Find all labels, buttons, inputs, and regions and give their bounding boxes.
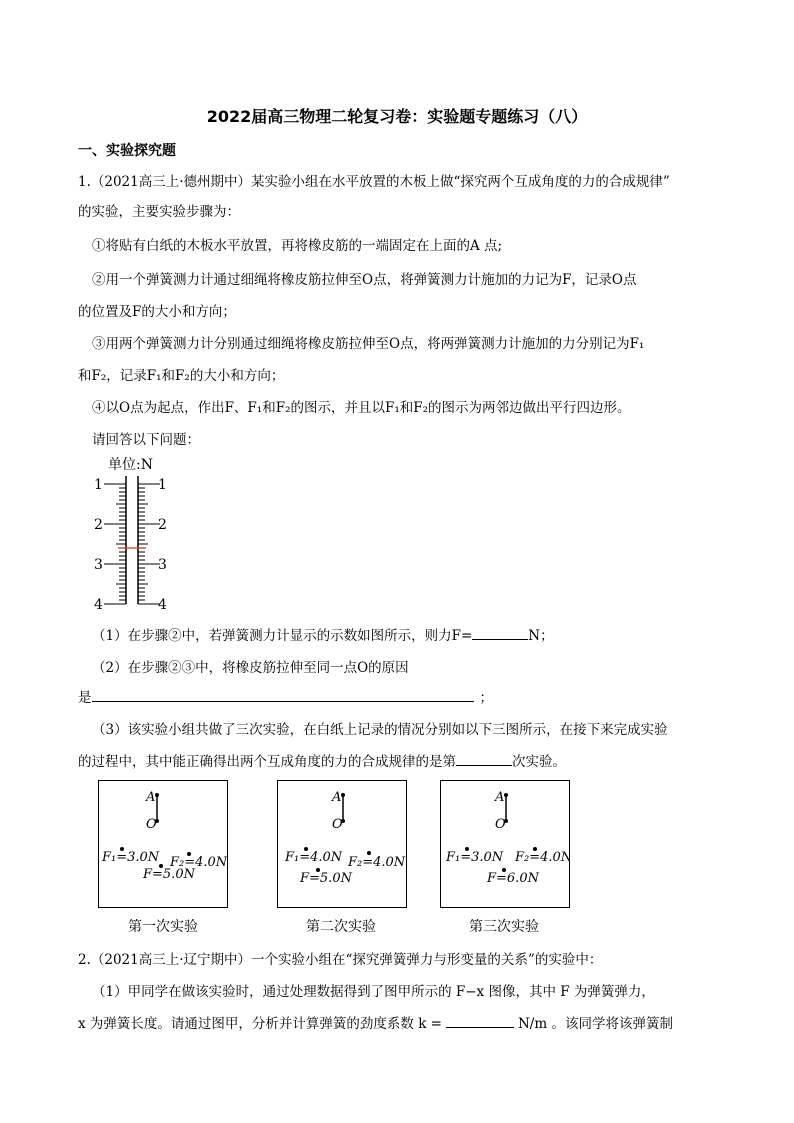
q1-sub1-unit: N； <box>528 628 554 644</box>
q1-step3b: 和F₂，记录F₁和F₂的大小和方向； <box>78 368 285 384</box>
q1-sub3b-end: 次实验。 <box>512 754 566 770</box>
gauge-unit: 单位:N <box>108 457 153 473</box>
experiment-figure-2 <box>277 780 407 908</box>
point-a-label: A <box>332 790 342 805</box>
f2-label: F₂=4.0N <box>515 850 569 865</box>
gauge-right-label: 4 <box>158 597 167 613</box>
spring-scale-figure <box>92 452 202 614</box>
q2-line3-text: x 为弹簧长度。请通过图甲，分析并计算弹簧的劲度系数 k = <box>78 1016 442 1032</box>
q2-line1: 2.（2021高三上·辽宁期中）一个实验小组在“探究弹簧弹力与形变量的关系”的实验中： <box>78 952 603 968</box>
figure-3-drawing <box>441 781 569 907</box>
gauge-right-label: 1 <box>158 477 167 493</box>
q1-sub2a: （2）在步骤②③中，将橡皮筋拉伸至同一点O的原因 <box>92 660 409 676</box>
gauge-right-label: 2 <box>158 517 167 533</box>
f1-label: F₁=3.0N <box>102 850 160 865</box>
figure-3-caption: 第三次实验 <box>469 919 539 935</box>
answer-blank-k[interactable] <box>446 1013 514 1028</box>
q1-prompt: 请回答以下问题： <box>92 432 200 448</box>
point-a-label: A <box>495 790 505 805</box>
q1-step4: ④以O点为起点，作出F、F₁和F₂的图示，并且以F₁和F₂的图示为两邻边做出平行四边形。 <box>92 400 631 416</box>
q1-sub3a: （3）该实验小组共做了三次实验，在白纸上记录的情况分别如以下三图所示，在接下来完成实验 <box>92 722 668 738</box>
figure-2-drawing <box>278 781 406 907</box>
experiment-figure-3 <box>440 780 570 908</box>
experiment-figure-1 <box>98 780 228 908</box>
f1-label: F₁=4.0N <box>285 850 343 865</box>
q1-sub2b-end: ； <box>479 690 493 706</box>
answer-blank-reason[interactable] <box>92 687 474 702</box>
q1-sub3b <box>78 750 566 770</box>
f-label: F=5.0N <box>143 867 195 882</box>
figure-1-caption: 第一次实验 <box>128 919 198 935</box>
q1-sub3b-text: 的过程中，其中能正确得出两个互成角度的力的合成规律的是第 <box>78 754 456 770</box>
gauge-left-label: 3 <box>94 557 103 573</box>
q2-line3-end: N/m 。该同学将该弹簧制 <box>517 1016 673 1032</box>
answer-blank-trial[interactable] <box>456 751 512 766</box>
page-title: 2022届高三物理二轮复习卷：实验题专题练习（八） <box>206 107 588 126</box>
figure-1-drawing <box>99 781 227 907</box>
gauge-left-label: 1 <box>94 477 103 493</box>
f1-label: F₁=3.0N <box>446 850 504 865</box>
q1-sub2b-text: 是 <box>78 690 92 706</box>
point-o-label: O <box>146 817 157 832</box>
gauge-left-label: 2 <box>94 517 103 533</box>
q1-line2: 的实验，主要实验步骤为： <box>78 204 240 220</box>
q2-line3 <box>78 1012 673 1032</box>
point-a-label: A <box>146 790 156 805</box>
gauge-right-label: 3 <box>158 557 167 573</box>
q1-sub1 <box>92 624 554 644</box>
q1-sub2b <box>78 686 493 706</box>
figure-2-caption: 第二次实验 <box>306 919 376 935</box>
q2-line2: （1）甲同学在做该实验时，通过处理数据得到了图甲所示的 F−x 图像，其中 F 为弹簧弹力， <box>92 984 655 1000</box>
point-o-label: O <box>495 817 506 832</box>
q1-step2b: 的位置及F的大小和方向； <box>78 304 236 320</box>
q1-line1: 1.（2021高三上·德州期中）某实验小组在水平放置的木板上做“探究两个互成角度的力的合成规律” <box>78 174 670 190</box>
f2-label: F₂=4.0N <box>348 855 406 870</box>
f-label: F=6.0N <box>487 871 539 886</box>
gauge-left-label: 4 <box>94 597 103 613</box>
section-heading: 一、实验探究题 <box>78 143 176 159</box>
f-label: F=5.0N <box>300 871 352 886</box>
q1-step2a: ②用一个弹簧测力计通过细绳将橡皮筋拉伸至O点，将弹簧测力计施加的力记为F，记录O点 <box>92 272 637 288</box>
answer-blank-force[interactable] <box>472 625 528 640</box>
f2-label: F₂=4.0N <box>170 855 227 870</box>
q1-step1: ①将贴有白纸的木板水平放置，再将橡皮筋的一端固定在上面的A 点; <box>92 238 503 254</box>
gauge-ticks <box>104 476 160 604</box>
q1-step3a: ③用两个弹簧测力计分别通过细绳将橡皮筋拉伸至O点，将两弹簧测力计施加的力分别记为F₁ <box>92 336 645 352</box>
point-o-label: O <box>332 817 343 832</box>
q1-sub1-text: （1）在步骤②中，若弹簧测力计显示的示数如图所示，则力F= <box>92 628 473 644</box>
